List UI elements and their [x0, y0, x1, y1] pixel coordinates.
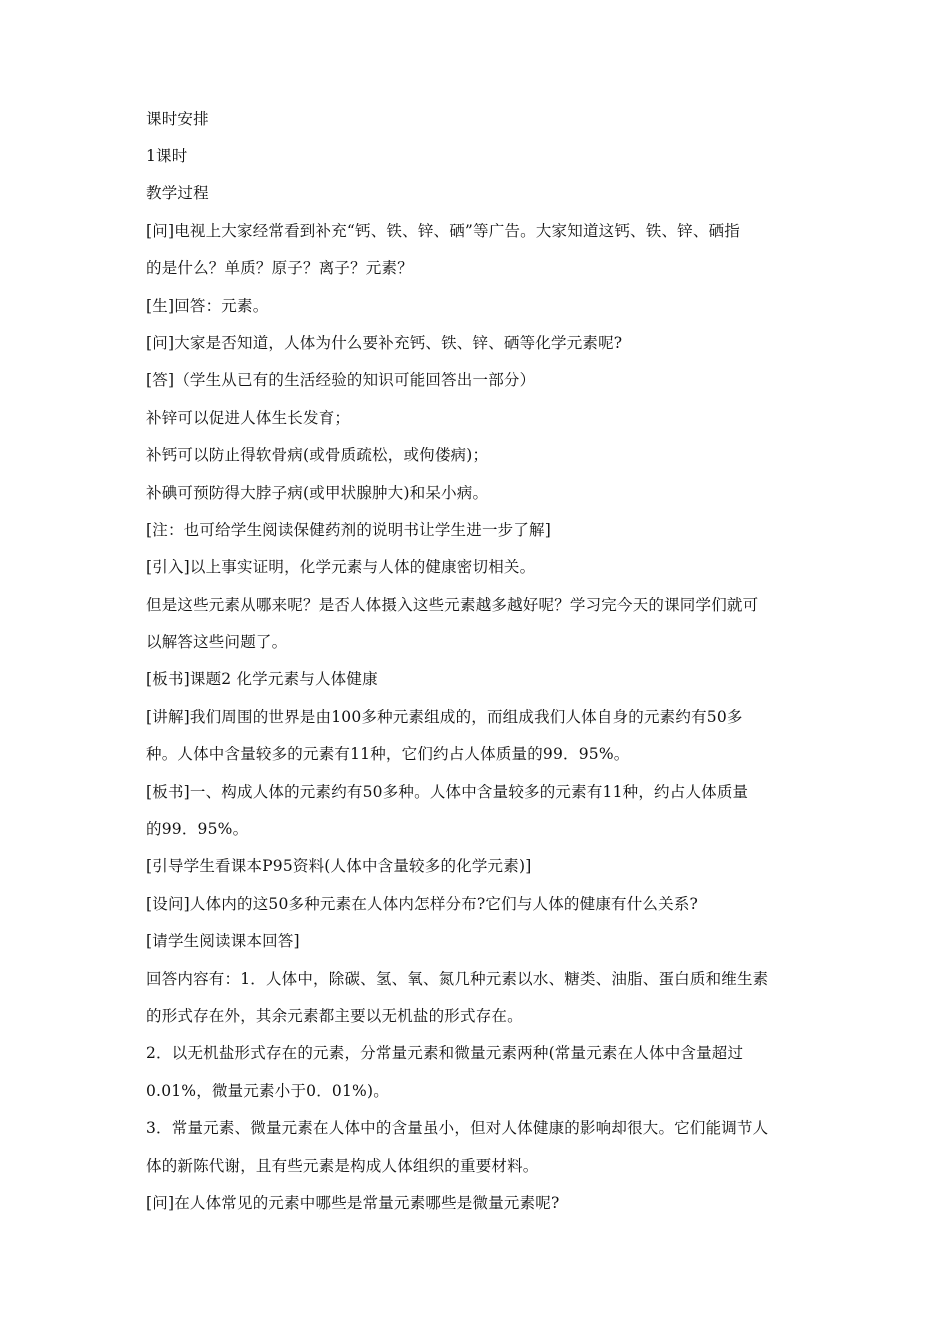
text-line: [问]大家是否知道，人体为什么要补充钙、铁、锌、硒等化学元素呢? — [146, 334, 623, 352]
text-line: [引入]以上事实证明，化学元素与人体的健康密切相关。 — [146, 558, 536, 576]
text-line: [请学生阅读课本回答] — [146, 932, 300, 950]
text-line: [讲解]我们周围的世界是由100多种元素组成的，而组成我们人体自身的元素约有50多 — [146, 708, 743, 726]
text-line: 课时安排 — [146, 110, 209, 128]
text-line: 的99．95%。 — [146, 820, 249, 838]
text-line: [注：也可给学生阅读保健药剂的说明书让学生进一步了解] — [146, 521, 551, 539]
text-line: 的是什么？单质？原子？离子？元素？ — [146, 259, 413, 277]
text-line: 体的新陈代谢，且有些元素是构成人体组织的重要材料。 — [146, 1157, 539, 1175]
text-line: 但是这些元素从哪来呢？是否人体摄入这些元素越多越好呢？学习完今天的课同学们就可 — [146, 596, 759, 614]
text-line: 教学过程 — [146, 184, 209, 202]
text-line: 的形式存在外，其余元素都主要以无机盐的形式存在。 — [146, 1007, 523, 1025]
text-line: 0.01%，微量元素小于0．01%)。 — [146, 1082, 389, 1100]
text-line: 以解答这些问题了。 — [146, 633, 288, 651]
text-line: [问]电视上大家经常看到补充“钙、铁、锌、硒”等广告。大家知道这钙、铁、锌、硒指 — [146, 222, 740, 240]
text-line: [板书]一、构成人体的元素约有50多种。人体中含量较多的元素有11种，约占人体质量 — [146, 783, 749, 801]
text-line: [答]（学生从已有的生活经验的知识可能回答出一部分） — [146, 371, 536, 389]
text-line: 回答内容有：1．人体中，除碳、氢、氧、氮几种元素以水、糖类、油脂、蛋白质和维生素 — [146, 970, 769, 988]
text-line: 2．以无机盐形式存在的元素，分常量元素和微量元素两种(常量元素在人体中含量超过 — [146, 1044, 744, 1062]
text-line: 补钙可以防止得软骨病(或骨质疏松，或佝偻病)； — [146, 446, 489, 464]
text-line: 3．常量元素、微量元素在人体中的含量虽小，但对人体健康的影响却很大。它们能调节人 — [146, 1119, 769, 1137]
text-line: [生]回答：元素。 — [146, 297, 269, 315]
text-line: [板书]课题2 化学元素与人体健康 — [146, 670, 378, 688]
text-line: [设问]人体内的这50多种元素在人体内怎样分布?它们与人体的健康有什么关系? — [146, 895, 699, 913]
text-line: [问]在人体常见的元素中哪些是常量元素哪些是微量元素呢? — [146, 1194, 560, 1212]
text-line: 补锌可以促进人体生长发育； — [146, 409, 351, 427]
text-line: 1课时 — [146, 147, 188, 165]
text-line: 种。人体中含量较多的元素有11种，它们约占人体质量的99．95%。 — [146, 745, 630, 763]
text-line: [引导学生看课本P95资料(人体中含量较多的化学元素)] — [146, 857, 532, 875]
text-line: 补碘可预防得大脖子病(或甲状腺肿大)和呆小病。 — [146, 484, 489, 502]
